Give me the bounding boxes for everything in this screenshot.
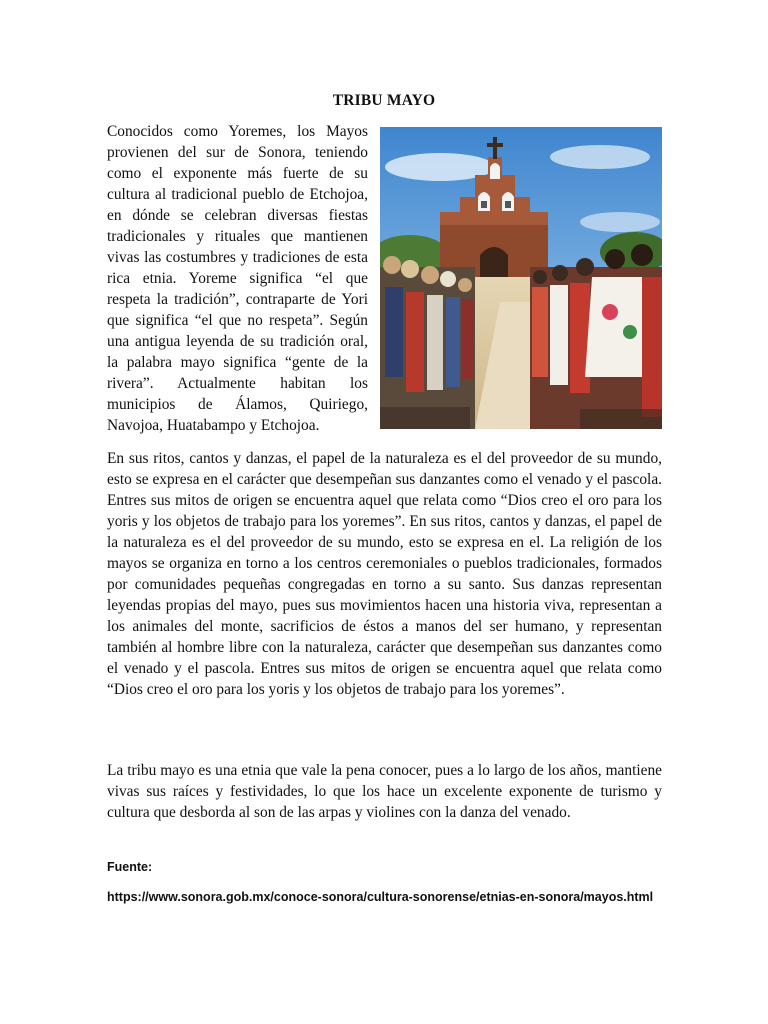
paragraph-intro: Conocidos como Yoremes, los Mayos provienen del sur de Sonora, teniendo como el exponente más fuerte de su cultura al tradicional pueblo de Etchojoa, en dónde se celebran diversas fiestas tradicionales y rituales que mantienen vivas las costumbres y tradiciones de esta rica etnia. Yoreme significa “el que respeta la tradición”, contraparte de Yori que significa “el que no respeta”. Según una antigua leyenda de su tradición oral, la palabra mayo significa “gente de la rivera”. Actualmente habitan los municipios de Álamos, Quiriego, Navojoa, Huatabampo y Etchojoa. (107, 123, 368, 434)
closing-text-block (107, 760, 662, 835)
paragraph-closing: La tribu mayo es una etnia que vale la pena conocer, pues a lo largo de los años, mantiene vivas sus raíces y festividades, lo que los hace un excelente exponente de turismo y cultura que desborda al son de las arpas y violines con la danza del venado. (107, 762, 662, 821)
source-link[interactable]: https://www.sonora.gob.mx/conoce-sonora/cultura-sonorense/etnias-en-sonora/mayos.html (107, 890, 654, 904)
source-label: Fuente: (107, 860, 153, 874)
paragraph-rituals: En sus ritos, cantos y danzas, el papel de la naturaleza es el del proveedor de su mundo, esto se expresa en el carácter que desempeñan sus danzantes como el venado y el pascola. Entres sus mitos de origen se encuentra aquel que relata como “Dios creo el oro para los yoris y los objetos de trabajo para los yoremes”. En sus ritos, cantos y danzas, el papel de la naturaleza es el del proveedor de su mundo, esto se expresa en el. La religión de los mayos se organiza en torno a los centros ceremoniales o pueblos tradicionales, formados por comunidades pequeñas congregadas en torno a su santo. Sus danzas representan leyendas propias del mayo, pues sus movimientos hacen una historia viva, representan a los animales del monte, sacrificios de éstos a manos del ser humano, y representan también al hombre libre con la naturaleza, carácter que desempeñan sus danzantes como el venado y el pascola. Entres sus mitos de origen se encuentra aquel que relata como “Dios creo el oro para los yoris y los objetos de trabajo para los yoremes”. (107, 450, 662, 698)
main-text-block (107, 121, 662, 712)
church-procession-photo (380, 127, 662, 429)
document-title: TRIBU MAYO (332, 92, 436, 109)
